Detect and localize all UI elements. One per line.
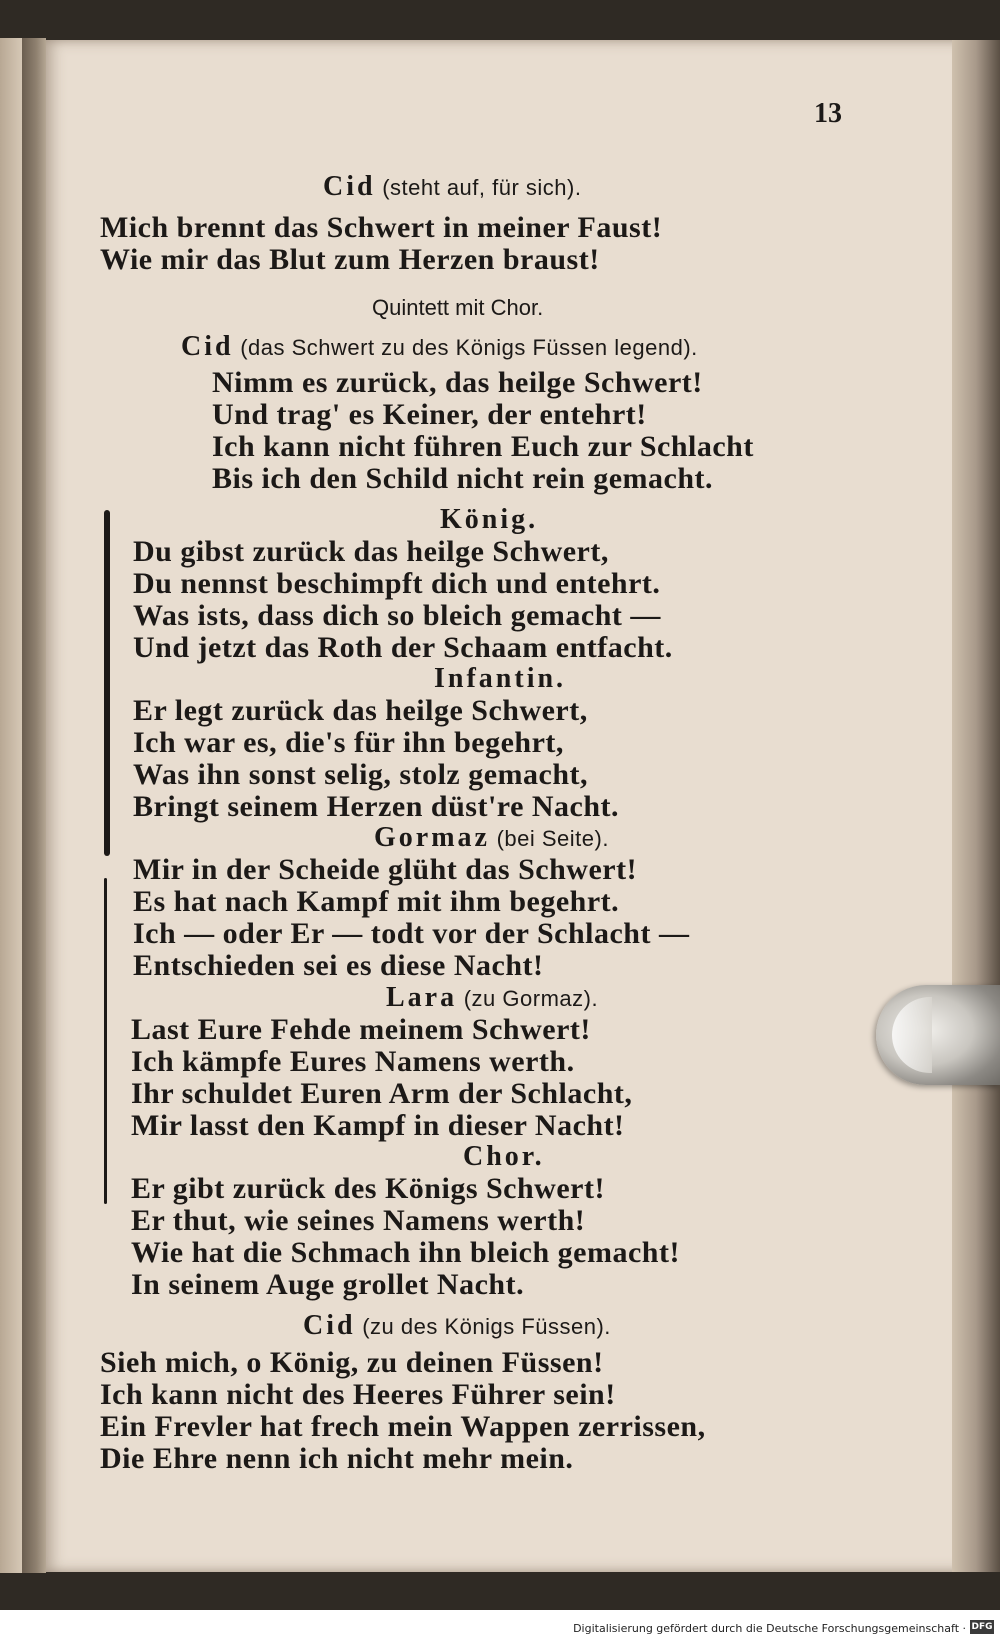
verse-line: Was ists, dass dich so bleich gemacht — bbox=[133, 599, 661, 632]
verse-line: Er thut, wie seines Namens werth! bbox=[131, 1204, 586, 1237]
speaker-name: Cid bbox=[323, 171, 376, 202]
stage-direction: (bei Seite). bbox=[489, 826, 609, 851]
ensemble-brace-lower bbox=[104, 878, 107, 1204]
verse-line: Er legt zurück das heilge Schwert, bbox=[133, 694, 588, 727]
page-stack-edge bbox=[952, 40, 1000, 1572]
verse-line: Ich — oder Er — todt vor der Schlacht — bbox=[133, 917, 690, 950]
speaker-heading bbox=[463, 1141, 545, 1173]
verse-line: Und trag' es Keiner, der entehrt! bbox=[212, 398, 647, 431]
verse-line: Nimm es zurück, das heilge Schwert! bbox=[212, 366, 703, 399]
verse-line: Bis ich den Schild nicht rein gemacht. bbox=[212, 462, 713, 495]
speaker-heading bbox=[323, 171, 581, 204]
stage-direction: (das Schwert zu des Königs Füssen legend). bbox=[233, 335, 698, 360]
speaker-heading bbox=[386, 982, 598, 1015]
verse-line: Und jetzt das Roth der Schaam entfacht. bbox=[133, 631, 673, 664]
verse-line: Es hat nach Kampf mit ihm begehrt. bbox=[133, 885, 620, 918]
verse-line: Mir in der Scheide glüht das Schwert! bbox=[133, 853, 638, 886]
page-number: 13 bbox=[814, 98, 842, 129]
verse-line: Die Ehre nenn ich nicht mehr mein. bbox=[100, 1442, 574, 1475]
verse-line: Du gibst zurück das heilge Schwert, bbox=[133, 535, 609, 568]
verse-line: Mir lasst den Kampf in dieser Nacht! bbox=[131, 1109, 625, 1142]
speaker-heading bbox=[303, 1310, 611, 1343]
verse-line: Ein Frevler hat frech mein Wappen zerrissen, bbox=[100, 1410, 706, 1443]
speaker-heading bbox=[181, 331, 698, 364]
verse-line: Mich brennt das Schwert in meiner Faust! bbox=[100, 211, 663, 244]
speaker-name: Cid bbox=[181, 331, 234, 362]
previous-page-edge bbox=[0, 38, 22, 1573]
verse-line: Entschieden sei es diese Nacht! bbox=[133, 949, 544, 982]
verse-line: Du nennst beschimpft dich und entehrt. bbox=[133, 567, 661, 600]
speaker-heading bbox=[440, 504, 538, 536]
verse-line: In seinem Auge grollet Nacht. bbox=[131, 1268, 525, 1301]
verse-line: Wie hat die Schmach ihn bleich gemacht! bbox=[131, 1236, 680, 1269]
speaker-name: König. bbox=[440, 504, 539, 535]
speaker-heading bbox=[374, 822, 609, 855]
book-gutter bbox=[22, 38, 46, 1573]
speaker-name: Lara bbox=[386, 982, 458, 1013]
speaker-name: Chor. bbox=[463, 1141, 545, 1172]
digitization-credit: Digitalisierung gefördert durch die Deutsche Forschungsgemeinschaft · bbox=[573, 1622, 966, 1635]
verse-line: Bringt seinem Herzen düst're Nacht. bbox=[133, 790, 620, 823]
verse-line: Er gibt zurück des Königs Schwert! bbox=[131, 1172, 605, 1205]
verse-line: Last Eure Fehde meinem Schwert! bbox=[131, 1013, 591, 1046]
verse-line: Ich war es, die's für ihn begehrt, bbox=[133, 726, 564, 759]
verse-line: Sieh mich, o König, zu deinen Füssen! bbox=[100, 1346, 604, 1379]
verse-line: Ich kann nicht des Heeres Führer sein! bbox=[100, 1378, 616, 1411]
ensemble-brace-upper bbox=[104, 510, 110, 856]
speaker-heading bbox=[434, 663, 566, 695]
stage-direction: (zu Gormaz). bbox=[457, 986, 599, 1011]
verse-line: Ihr schuldet Euren Arm der Schlacht, bbox=[131, 1077, 633, 1110]
verse-line: Ich kämpfe Eures Namens werth. bbox=[131, 1045, 575, 1078]
speaker-name: Infantin. bbox=[434, 663, 567, 694]
dfg-logo: DFG bbox=[971, 1622, 993, 1632]
stage-direction: (zu des Königs Füssen). bbox=[355, 1314, 611, 1339]
verse-line: Wie mir das Blut zum Herzen braust! bbox=[100, 243, 600, 276]
stage-direction: (steht auf, für sich). bbox=[375, 175, 582, 200]
speaker-name: Cid bbox=[303, 1310, 356, 1341]
verse-line: Ich kann nicht führen Euch zur Schlacht bbox=[212, 430, 754, 463]
section-title: Quintett mit Chor. bbox=[372, 295, 544, 320]
verse-line: Was ihn sonst selig, stolz gemacht, bbox=[133, 758, 589, 791]
speaker-name: Gormaz bbox=[374, 822, 490, 853]
